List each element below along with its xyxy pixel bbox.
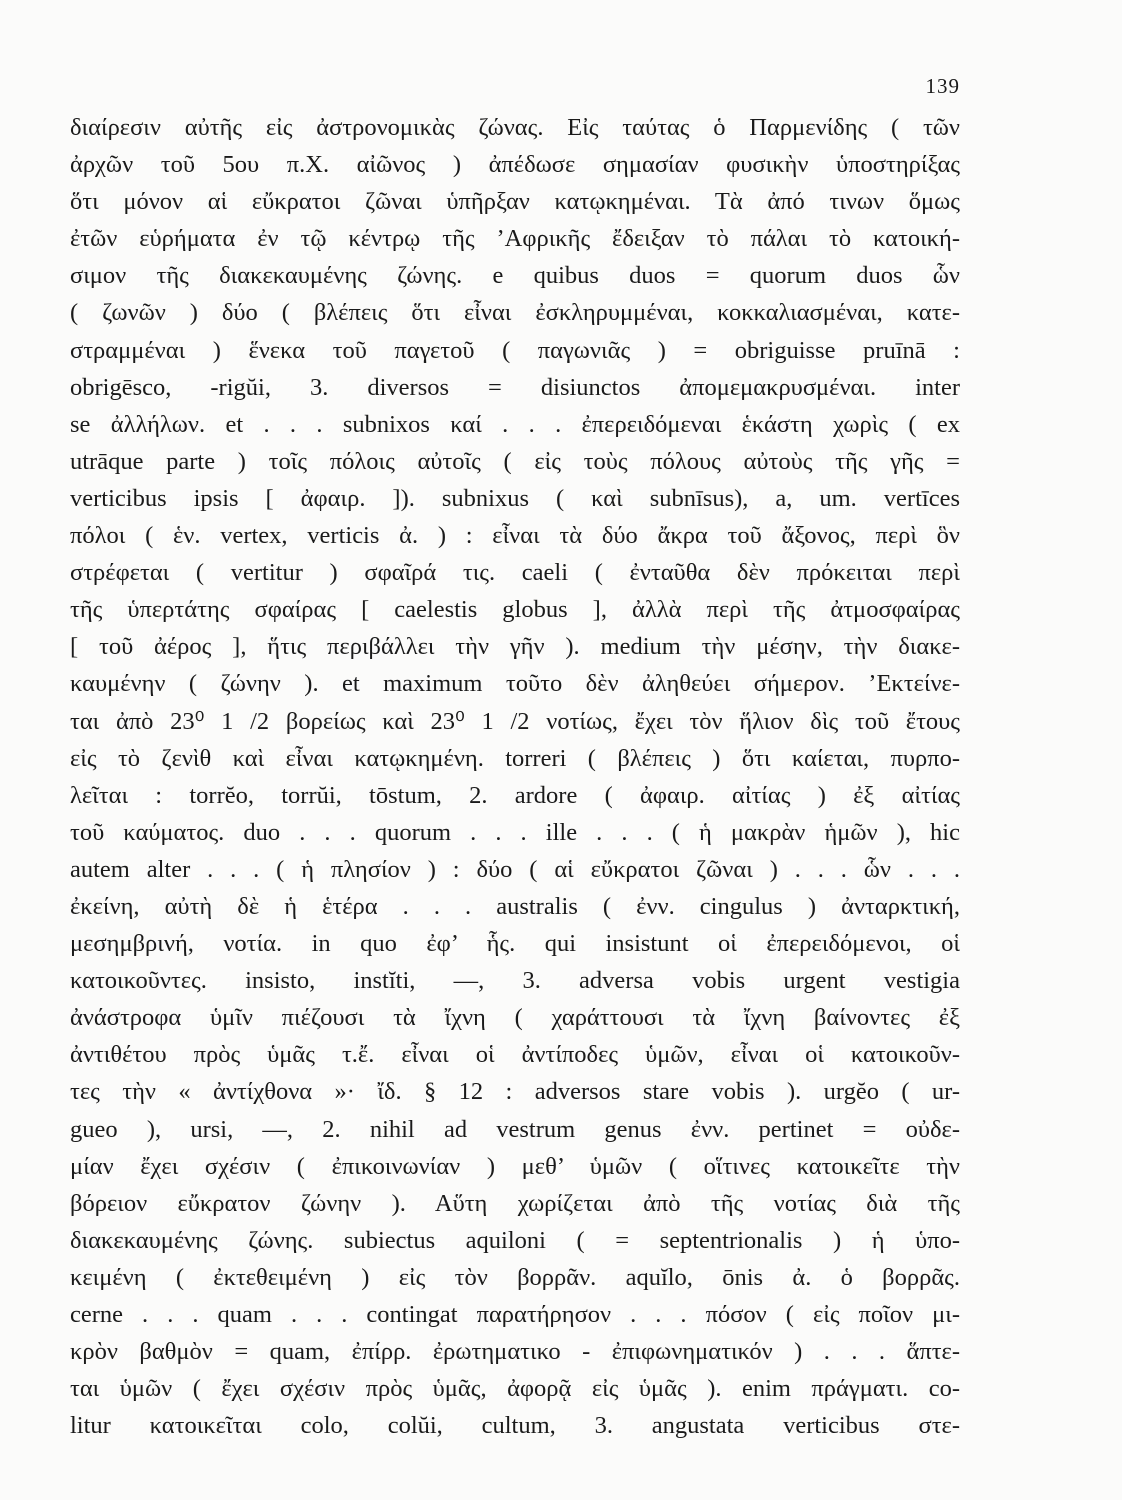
text-line: σιμον τῆς διακεκαυμένης ζώνης. e quibus duos = quorum duos ὧν bbox=[70, 262, 960, 290]
text-line: τες τὴν « ἀντίχθονα »· ἴδ. § 12 : adversos stare vobis ). urgĕo ( ur- bbox=[70, 1078, 960, 1106]
text-line: κρὸν βαθμὸν = quam, ἐπίρρ. ἐρωτηματικο - ἐπιφωνηματικόν ) . . . ἅπτε- bbox=[70, 1338, 960, 1366]
text-line: verticibus ipsis [ ἀφαιρ. ]). subnixus ( καὶ subnīsus), a, um. vertīces bbox=[70, 484, 960, 512]
text-line: μεσημβρινή, νοτία. in quo ἐφ’ ἧς. qui insistunt οἱ ἐπερειδόμενοι, οἱ bbox=[70, 930, 960, 958]
text-line: gueo ), ursi, —, 2. nihil ad vestrum genus ἐνν. pertinet = οὐδε- bbox=[70, 1115, 960, 1143]
text-line: εἰς τὸ ζενὶθ καὶ εἶναι κατῳκημένη. torreri ( βλέπεις ) ὅτι καίεται, πυρπο- bbox=[70, 744, 960, 772]
text-line: ται ὑμῶν ( ἔχει σχέσιν πρὸς ὑμᾶς, ἀφορᾷ εἰς ὑμᾶς ). enim πράγματι. co- bbox=[70, 1375, 960, 1403]
text-line: ἀρχῶν τοῦ 5ου π.Χ. αἰῶνος ) ἀπέδωσε σημασίαν φυσικὴν ὑποστηρίξας bbox=[70, 151, 960, 179]
text-line: λεῖται : torrĕo, torrŭi, tōstum, 2. ardore ( ἀφαιρ. αἰτίας ) ἐξ αἰτίας bbox=[70, 781, 960, 809]
text-line: ὅτι μόνον αἱ εὔκρατοι ζῶναι ὑπῆρξαν κατῳκημέναι. Τὰ ἀπό τινων ὅμως bbox=[70, 188, 960, 216]
text-line: utrāque parte ) τοῖς πόλοις αὐτοῖς ( εἰς τοὺς πόλους αὐτοὺς τῆς γῆς = bbox=[70, 447, 960, 475]
text-line: ἀντιθέτου πρὸς ὑμᾶς τ.ἔ. εἶναι οἱ ἀντίποδες ὑμῶν, εἶναι οἱ κατοικοῦν- bbox=[70, 1041, 960, 1069]
text-line: κειμένη ( ἐκτεθειμένη ) εἰς τὸν βορρᾶν. aquĭlo, ōnis ἀ. ὁ βορρᾶς. bbox=[70, 1263, 960, 1291]
text-line: ται ἀπὸ 23⁰ 1 /2 βορείως καὶ 23⁰ 1 /2 νοτίως, ἔχει τὸν ἥλιον δὶς τοῦ ἔτους bbox=[70, 707, 960, 735]
text-line: πόλοι ( ἑν. vertex, verticis ἀ. ) : εἶναι τὰ δύο ἄκρα τοῦ ἄξονος, περὶ ὃν bbox=[70, 522, 960, 550]
text-line: κατοικοῦντες. insisto, instĭti, —, 3. adversa vobis urgent vestigia bbox=[70, 967, 960, 995]
text-line: se ἀλλήλων. et . . . subnixos καί . . . ἐπερειδόμεναι ἑκάστη χωρὶς ( ex bbox=[70, 410, 960, 438]
text-line: ( ζωνῶν ) δύο ( βλέπεις ὅτι εἶναι ἐσκληρυμμέναι, κοκκαλιασμέναι, κατε- bbox=[70, 299, 960, 327]
text-line: autem alter . . . ( ἡ πλησίον ) : δύο ( αἱ εὔκρατοι ζῶναι ) . . . ὧν . . . bbox=[70, 855, 960, 883]
text-line: litur κατοικεῖται colo, colŭi, cultum, 3. angustata verticibus στε- bbox=[70, 1412, 960, 1440]
text-line: ἐτῶν εὑρήματα ἐν τῷ κέντρῳ τῆς ’Αφρικῆς ἔδειξαν τὸ πάλαι τὸ κατοική- bbox=[70, 225, 960, 253]
body-text bbox=[70, 109, 960, 1444]
text-line: ἐκείνη, αὐτὴ δὲ ἡ ἑτέρα . . . australis ( ἐνν. cingulus ) ἀνταρκτική, bbox=[70, 892, 960, 920]
text-line: διαίρεσιν αὐτῆς εἰς ἀστρονομικὰς ζώνας. Εἰς ταύτας ὁ Παρμενίδης ( τῶν bbox=[70, 114, 960, 141]
text-line: obrigēsco, -rigŭi, 3. diversos = disiunctos ἀπομεμακρυσμέναι. inter bbox=[70, 373, 960, 401]
text-line: μίαν ἔχει σχέσιν ( ἐπικοινωνίαν ) μεθ’ ὑμῶν ( οἵτινες κατοικεῖτε τὴν bbox=[70, 1152, 960, 1180]
text-line: [ τοῦ ἀέρος ], ἥτις περιβάλλει τὴν γῆν ). medium τὴν μέσην, τὴν διακε- bbox=[70, 633, 960, 661]
text-line: cerne . . . quam . . . contingat παρατήρησον . . . πόσον ( εἰς ποῖον μι- bbox=[70, 1301, 960, 1328]
text-line: καυμένην ( ζώνην ). et maximum τοῦτο δὲν ἀληθεύει σήμερον. ’Εκτείνε- bbox=[70, 670, 960, 698]
text-line: βόρειον εὔκρατον ζώνην ). Αὕτη χωρίζεται ἀπὸ τῆς νοτίας διὰ τῆς bbox=[70, 1189, 960, 1217]
text-line: ἀνάστροφα ὑμῖν πιέζουσι τὰ ἴχνη ( χαράττουσι τὰ ἴχνη βαίνοντες ἐξ bbox=[70, 1004, 960, 1032]
text-line: στρέφεται ( vertitur ) σφαῖρά τις. caeli ( ἐνταῦθα δὲν πρόκειται περὶ bbox=[70, 559, 960, 587]
text-line: στραμμέναι ) ἕνεκα τοῦ παγετοῦ ( παγωνιᾶς ) = obriguisse pruīnā : bbox=[70, 336, 960, 364]
text-line: διακεκαυμένης ζώνης. subiectus aquiloni ( = septentrionalis ) ἡ ὑπο- bbox=[70, 1226, 960, 1254]
text-line: τοῦ καύματος. duo . . . quorum . . . ille . . . ( ἡ μακρὰν ἡμῶν ), hic bbox=[70, 818, 960, 846]
text-line: τῆς ὑπερτάτης σφαίρας [ caelestis globus ], ἀλλὰ περὶ τῆς ἀτμοσφαίρας bbox=[70, 596, 960, 624]
page-number: 139 bbox=[925, 74, 960, 98]
